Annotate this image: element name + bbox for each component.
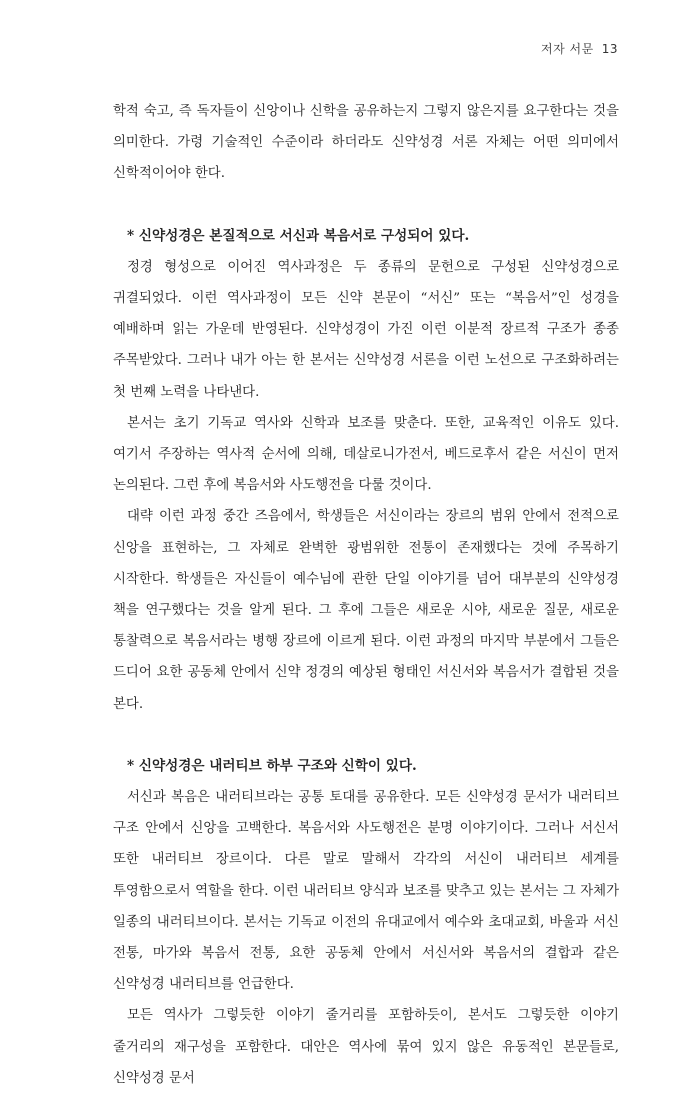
section-heading: * 신약성경은 본질적으로 서신과 복음서로 구성되어 있다. bbox=[127, 227, 470, 244]
body-text bbox=[113, 96, 619, 1094]
paragraph: 서신과 복음은 내러티브라는 공통 토대를 공유한다. 모든 신약성경 문서가 내러티브 구조 안에서 신앙을 고백한다. 복음서와 사도행전은 분명 이야기이다. 그러나 서신서 또한 내러티브 장르이다. 다른 말로 말해서 각각의 서신이 내러티브 세계를 투영함으로서 역할을 한다. 이런 내러티브 양식과 보조를 맞추고 있는 본서는 그 자체가 일종의 내러티브이다. 본서는 기독교 이전의 유대교에서 예수와 초대교회, 바울과 서신 전통, 마가와 복음서 전통, 요한 공동체 안에서 서신서와 복음서의 결합과 같은 신약성경 내러티브를 언급한다. bbox=[113, 790, 619, 993]
paragraph-continued: 학적 숙고, 즉 독자들이 신앙이나 신학을 공유하는지 그렇지 않은지를 요구한다는 것을 의미한다. 가령 기술적인 수준이라 하더라도 신약성경 서론 자체는 어떤 의미에서 신학적이어야 한다. bbox=[113, 104, 619, 182]
paragraph: 본서는 초기 기독교 역사와 신학과 보조를 맞춘다. 또한, 교육적인 이유도 있다. 여기서 주장하는 역사적 순서에 의해, 데살로니가전서, 베드로후서 같은 서신이 먼저 논의된다. 그런 후에 복음서와 사도행전을 다룰 것이다. bbox=[113, 415, 619, 494]
section-spacer bbox=[113, 190, 619, 221]
running-header bbox=[541, 40, 618, 57]
paragraph: 모든 역사가 그렇듯한 이야기 줄거리를 포함하듯이, 본서도 그렇듯한 이야기 줄거리의 재구성을 포함한다. 대안은 역사에 묶여 있지 않은 유동적인 본문들로, 신약성경 문서 bbox=[113, 1008, 619, 1086]
section-spacer bbox=[113, 720, 619, 751]
page-number: 13 bbox=[601, 42, 618, 56]
section-title: 저자 서문 bbox=[541, 42, 594, 56]
paragraph: 정경 형성으로 이어진 역사과정은 두 종류의 문헌으로 구성된 신약성경으로 귀결되었다. 이런 역사과정이 모든 신약 본문이 “서신” 또는 “복음서”인 성경을 예배하며 읽는 가운데 반영된다. 신약성경이 가진 이런 이분적 장르적 구조가 종종 주목받았다. 그러나 내가 아는 한 본서는 신약성경 서론을 이런 노선으로 구조화하려는 첫 번째 노력을 나타낸다. bbox=[113, 259, 619, 400]
paragraph: 대략 이런 과정 중간 즈음에서, 학생들은 서신이라는 장르의 범위 안에서 전적으로 신앙을 표현하는, 그 자체로 완벽한 광범위한 전통이 존재했다는 것에 주목하기 시작한다. 학생들은 자신들이 예수님에 관한 단일 이야기를 넘어 대부분의 신약성경 책을 연구했다는 것을 알게 된다. 그 후에 그들은 새로운 시야, 새로운 질문, 새로운 통찰력으로 복음서라는 병행 장르에 이르게 된다. 이런 과정의 마지막 부분에서 그들은 드디어 요한 공동체 안에서 신약 정경의 예상된 형태인 서신서와 복음서가 결합된 것을 본다. bbox=[113, 509, 619, 712]
section-heading: * 신약성경은 내러티브 하부 구조와 신학이 있다. bbox=[127, 757, 417, 774]
